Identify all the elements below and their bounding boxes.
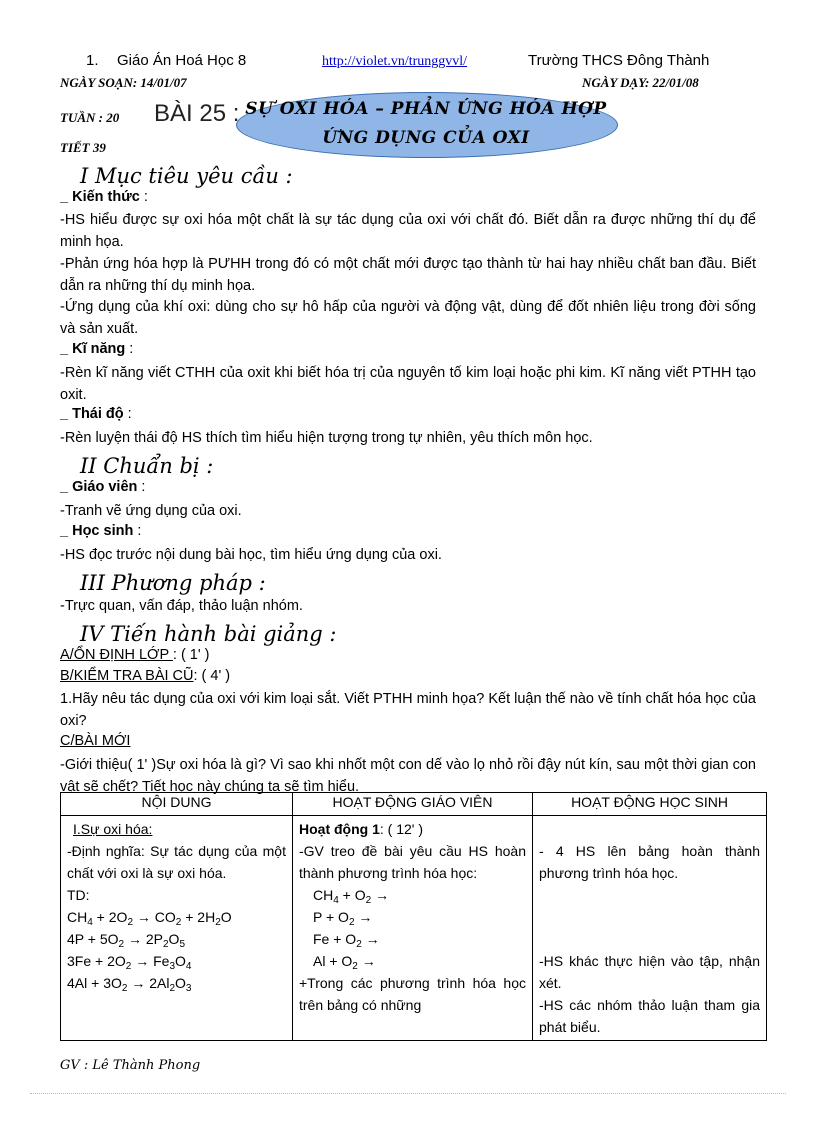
teacher-eq-2: $P + O_2$ →	[313, 909, 373, 928]
student-response-2: -HS khác thực hiện vào tập, nhận xét.	[539, 953, 760, 991]
step-c-label: C/BÀI MỚI	[60, 733, 131, 749]
knowledge-label: _ Kiến thức	[60, 189, 140, 205]
week-label: TUẦN : 20	[60, 110, 120, 125]
attitude-heading	[60, 406, 132, 422]
step-a-time: : ( 1' )	[172, 647, 210, 663]
header-school: Trường THCS Đông Thành	[528, 52, 710, 69]
teacher-note: +Trong các phương trình hóa học trên bảng có những	[299, 975, 526, 1013]
header-student: HOẠT ĐỘNG HỌC SINH	[533, 793, 767, 816]
teach-date: NGÀY DẠY: 22/01/08	[582, 75, 699, 90]
table-row	[61, 816, 767, 1041]
teacher-intro: -GV treo đề bài yêu cầu HS hoàn thành phương trình hóa học:	[299, 843, 526, 881]
teacher-prep: -Tranh vẽ ứng dụng của oxi.	[60, 503, 242, 519]
attitude-label: _ Thái độ	[60, 406, 124, 422]
oxidation-title: I.Sự oxi hóa:	[73, 821, 153, 837]
section1-title: I Mục tiêu yêu cầu :	[80, 164, 293, 188]
step-a-label: A/ỔN ĐỊNH LỚP	[60, 647, 173, 663]
knowledge-2: -Phản ứng hóa hợp là PƯHH trong đó có một chất mới được tạo thành từ hai hay nhiều chất ban đầu. Biết dẫn ra những thí dụ minh họa.	[60, 256, 756, 294]
teacher-heading	[60, 479, 145, 495]
step-b-label: B/KIỂM TRA BÀI CŨ	[60, 668, 194, 684]
skill-1: -Rèn kĩ năng viết CTHH của oxit khi biết hóa trị của nguyên tố kim loại hoặc phi kim. Kĩ năng viết PTHH tạo oxit.	[60, 365, 756, 403]
student-response-1: - 4 HS lên bảng hoàn thành phương trình hóa học.	[539, 843, 760, 881]
equation-2: $4P + 5O_2 \to 2P_2O_5$	[67, 931, 185, 950]
skill-colon: :	[125, 341, 134, 357]
activity-time: : ( 12' )	[379, 821, 424, 837]
table-header-row	[61, 793, 767, 816]
step-b	[60, 668, 230, 684]
student-heading	[60, 523, 141, 539]
knowledge-1: -HS hiểu được sự oxi hóa một chất là sự tác dụng của oxi với chất đó. Biết dẫn ra được những thí dụ để minh họa.	[60, 212, 756, 250]
header-content: NỘI DUNG	[61, 793, 293, 816]
header-link[interactable]: http://violet.vn/trunggvvl/	[322, 54, 468, 69]
knowledge-3: -Ứng dụng của khí oxi: dùng cho sự hô hấp của người và động vật, dùng để đốt nhiên liệu trong đời sống và sản xuất.	[60, 299, 756, 337]
teacher-cell	[293, 816, 533, 1041]
equation-3: $3Fe + 2O_2 \to Fe_3O_4$	[67, 953, 192, 972]
student-label: _ Học sinh	[60, 523, 134, 539]
teacher-label: _ Giáo viên	[60, 479, 138, 495]
step-c-intro: -Giới thiệu( 1' )Sự oxi hóa là gì? Vì sao khi nhốt một con dế vào lọ nhỏ rồi đậy nút kín, sau một thời gian con vật sẽ chết? Tiết học này chúng ta sẽ tìm hiểu.	[60, 757, 756, 795]
period-label: TIẾT 39	[60, 140, 106, 155]
section2-title: II Chuẩn bị :	[80, 454, 214, 478]
step-b-question: 1.Hãy nêu tác dụng của oxi với kim loại sắt. Viết PTHH minh họa? Kết luận thế nào về tính chất hóa học của oxi?	[60, 691, 756, 729]
section4-title: IV Tiến hành bài giảng :	[80, 622, 337, 646]
teacher-eq-1: $CH_4 + O_2$ →	[313, 887, 390, 906]
step-b-time: : ( 4' )	[193, 668, 231, 684]
teacher-colon: :	[137, 479, 146, 495]
student-colon: :	[133, 523, 142, 539]
teacher-eq-3: $Fe + O_2$ →	[313, 931, 380, 950]
oxidation-definition: -Định nghĩa: Sự tác dụng của một chất với oxi là sự oxi hóa.	[67, 843, 286, 881]
lesson-table	[60, 792, 767, 1041]
step-a	[60, 647, 210, 663]
activity-heading	[299, 818, 526, 840]
lesson-number: BÀI 25 :	[154, 100, 240, 127]
activity-label: Hoạt động 1	[299, 821, 380, 837]
example-label: TD:	[67, 887, 90, 903]
student-response-3: -HS các nhóm thảo luận tham gia phát biểu.	[539, 997, 760, 1035]
knowledge-heading	[60, 189, 148, 205]
knowledge-colon: :	[139, 189, 148, 205]
student-cell	[533, 816, 767, 1041]
section3-title: III Phương pháp :	[80, 571, 266, 595]
prep-date: NGÀY SOẠN: 14/01/07	[60, 75, 187, 90]
method-1: -Trực quan, vấn đáp, thảo luận nhóm.	[60, 598, 303, 614]
attitude-colon: :	[123, 406, 132, 422]
equation-4: $4Al + 3O_2 \to 2Al_2O_3$	[67, 975, 192, 994]
header-number: 1.	[86, 52, 99, 69]
footer-teacher: GV : Lê Thành Phong	[60, 1058, 201, 1073]
footer-divider	[30, 1093, 786, 1094]
header-teacher: HOẠT ĐỘNG GIÁO VIÊN	[293, 793, 533, 816]
teacher-eq-4: $Al + O_2$ →	[313, 953, 376, 972]
attitude-1: -Rèn luyện thái độ HS thích tìm hiểu hiện tượng trong tự nhiên, yêu thích môn học.	[60, 430, 593, 446]
equation-1: $CH_4 + 2O_2 \to CO_2 + 2H_2O$	[67, 909, 232, 928]
lesson-title-line2: ỨNG DỤNG CỦA OXI	[322, 128, 530, 148]
student-prep: -HS đọc trước nội dung bài học, tìm hiểu ứng dụng của oxi.	[60, 547, 442, 563]
header-title: Giáo Án Hoá Học 8	[117, 52, 247, 69]
content-cell	[61, 816, 293, 1041]
skill-label: _ Kĩ năng	[60, 341, 126, 357]
lesson-title-line1: SỰ OXI HÓA – PHẢN ỨNG HÓA HỢP	[245, 99, 607, 119]
skill-heading	[60, 341, 133, 357]
